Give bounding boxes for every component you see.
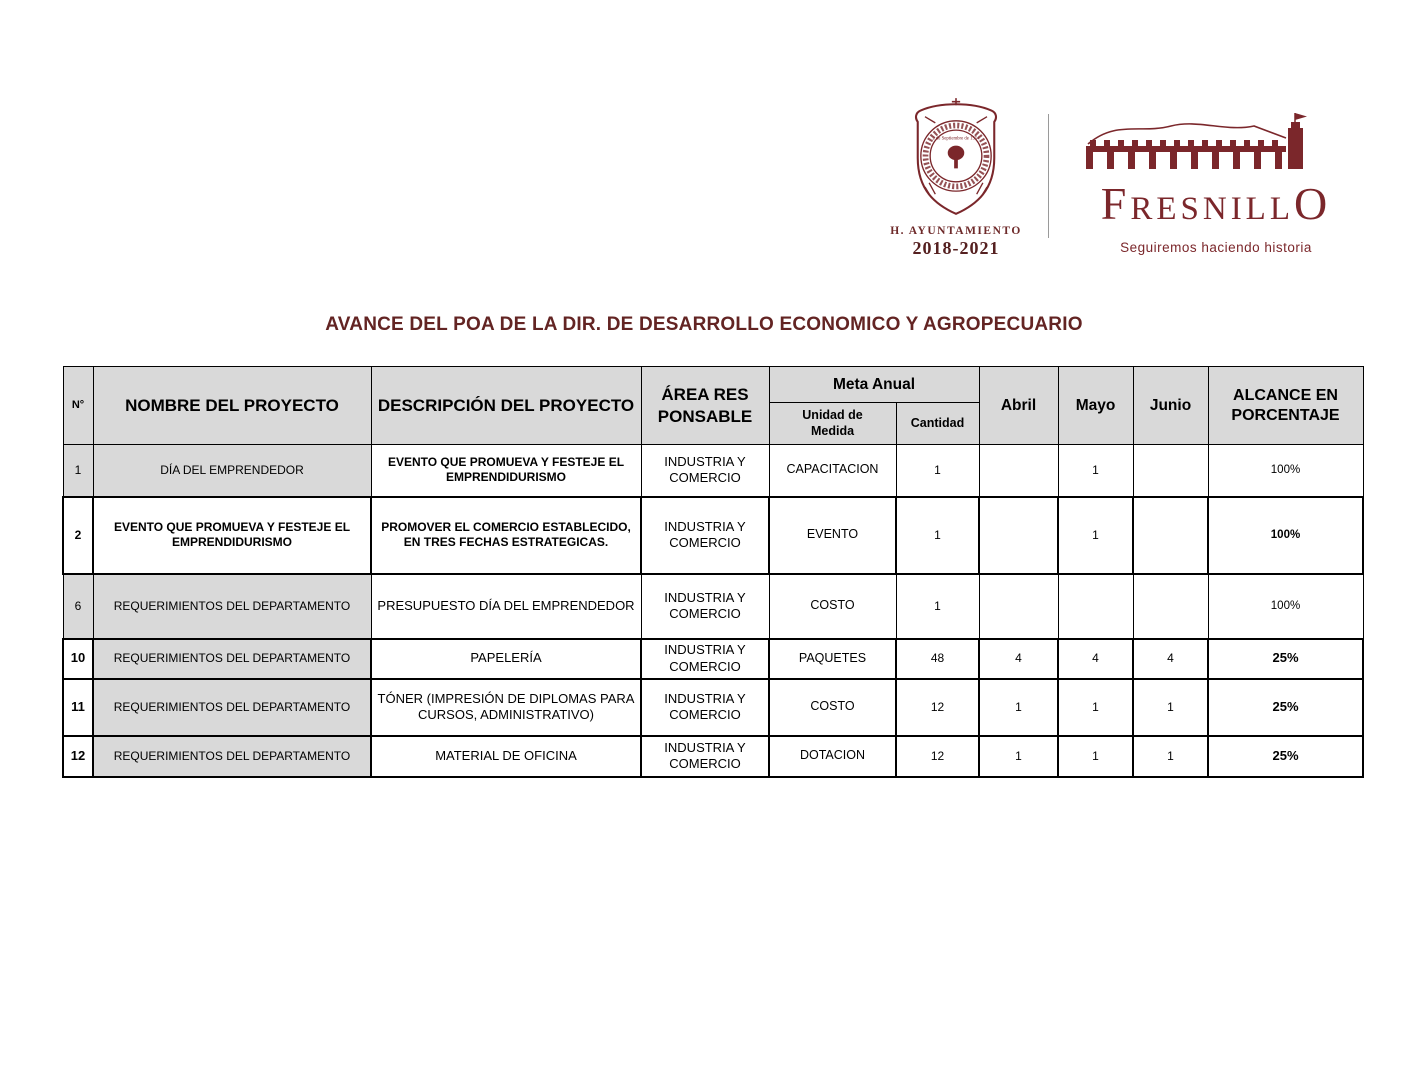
fresnillo-tagline: Seguiremos haciendo historia: [1120, 240, 1312, 255]
cell-abril: 1: [979, 736, 1058, 777]
table-row: [63, 639, 1363, 679]
cell-area: INDUSTRIA Y COMERCIO: [641, 497, 769, 574]
cell-area: INDUSTRIA Y COMERCIO: [641, 736, 769, 777]
cell-num: 2: [63, 497, 93, 574]
cell-cantidad: 1: [896, 497, 979, 574]
fresnillo-letters-mid: RESNILL: [1130, 191, 1295, 227]
cell-nombre: REQUERIMIENTOS DEL DEPARTAMENTO: [93, 574, 371, 639]
cell-num: 10: [63, 639, 93, 679]
cell-area: INDUSTRIA Y COMERCIO: [641, 679, 769, 736]
cell-cantidad: 1: [896, 445, 979, 497]
fresnillo-logo: [1082, 112, 1350, 255]
cell-descripcion: TÓNER (IMPRESIÓN DE DIPLOMAS PARA CURSOS, ADMINISTRATIVO): [371, 679, 641, 736]
aqueduct-icon: [1086, 112, 1346, 176]
col-header-descripcion: DESCRIPCIÓN DEL PROYECTO: [371, 367, 641, 445]
cell-alcance: 25%: [1208, 679, 1363, 736]
cell-abril: [979, 445, 1058, 497]
cell-alcance: 100%: [1208, 574, 1363, 639]
table-row: [63, 736, 1363, 777]
cell-junio: [1133, 574, 1208, 639]
cell-nombre: REQUERIMIENTOS DEL DEPARTAMENTO: [93, 736, 371, 777]
cell-descripcion: PRESUPUESTO DÍA DEL EMPRENDEDOR: [371, 574, 641, 639]
logo-divider: [1048, 114, 1049, 238]
fresnillo-letter-o: O: [1294, 178, 1332, 229]
ayuntamiento-crest-logo: [878, 96, 1034, 259]
poa-table: [62, 366, 1364, 778]
cell-abril: [979, 574, 1058, 639]
cell-alcance: 100%: [1208, 445, 1363, 497]
cell-mayo: 1: [1058, 497, 1133, 574]
cell-unidad: COSTO: [769, 679, 896, 736]
cell-junio: [1133, 497, 1208, 574]
cell-abril: [979, 497, 1058, 574]
cell-mayo: 4: [1058, 639, 1133, 679]
cell-unidad: CAPACITACION: [769, 445, 896, 497]
cell-unidad: PAQUETES: [769, 639, 896, 679]
cell-descripcion: PROMOVER EL COMERCIO ESTABLECIDO, EN TRES FECHAS ESTRATEGICAS.: [371, 497, 641, 574]
cell-junio: 4: [1133, 639, 1208, 679]
table-row: [63, 497, 1363, 574]
col-header-num: N°: [63, 367, 93, 445]
col-header-nombre: NOMBRE DEL PROYECTO: [93, 367, 371, 445]
cell-cantidad: 1: [896, 574, 979, 639]
cell-descripcion: PAPELERÍA: [371, 639, 641, 679]
fresnillo-letter-f: F: [1100, 178, 1131, 229]
cell-area: INDUSTRIA Y COMERCIO: [641, 639, 769, 679]
cell-abril: 1: [979, 679, 1058, 736]
fresnillo-wordmark: [1082, 178, 1350, 238]
ayuntamiento-label: H. AYUNTAMIENTO: [890, 225, 1022, 237]
cell-unidad: DOTACION: [769, 736, 896, 777]
col-header-meta-anual: Meta Anual: [769, 367, 979, 403]
col-header-unidad: Unidad de Medida: [769, 403, 896, 445]
table-row: [63, 679, 1363, 736]
cell-nombre: EVENTO QUE PROMUEVA Y FESTEJE EL EMPRENDIDURISMO: [93, 497, 371, 574]
cell-junio: 1: [1133, 736, 1208, 777]
col-header-area: ÁREA RESPONSABLE: [641, 367, 769, 445]
cell-area: INDUSTRIA Y COMERCIO: [641, 574, 769, 639]
cell-mayo: [1058, 574, 1133, 639]
cell-junio: 1: [1133, 679, 1208, 736]
col-header-abril: Abril: [979, 367, 1058, 445]
col-header-junio: Junio: [1133, 367, 1208, 445]
cell-alcance: 25%: [1208, 736, 1363, 777]
table-row: [63, 574, 1363, 639]
cell-num: 11: [63, 679, 93, 736]
cell-alcance: 100%: [1208, 497, 1363, 574]
cell-mayo: 1: [1058, 445, 1133, 497]
col-header-mayo: Mayo: [1058, 367, 1133, 445]
cell-cantidad: 48: [896, 639, 979, 679]
cell-abril: 4: [979, 639, 1058, 679]
cell-unidad: EVENTO: [769, 497, 896, 574]
cell-num: 6: [63, 574, 93, 639]
table-row: [63, 445, 1363, 497]
cell-unidad: COSTO: [769, 574, 896, 639]
col-header-alcance: ALCANCE EN PORCENTAJE: [1208, 367, 1363, 445]
cell-num: 1: [63, 445, 93, 497]
page-title: AVANCE DEL POA DE LA DIR. DE DESARROLLO ECONOMICO Y AGROPECUARIO: [325, 314, 1083, 335]
cell-mayo: 1: [1058, 736, 1133, 777]
col-header-cantidad: Cantidad: [896, 403, 979, 445]
cell-descripcion: EVENTO QUE PROMUEVA Y FESTEJE EL EMPRENDIDURISMO: [371, 445, 641, 497]
cell-nombre: REQUERIMIENTOS DEL DEPARTAMENTO: [93, 679, 371, 736]
cell-nombre: DÍA DEL EMPRENDEDOR: [93, 445, 371, 497]
cell-nombre: REQUERIMIENTOS DEL DEPARTAMENTO: [93, 639, 371, 679]
crest-founding-text: 2 de Septiembre de 1554: [932, 136, 980, 142]
cell-cantidad: 12: [896, 736, 979, 777]
cell-area: INDUSTRIA Y COMERCIO: [641, 445, 769, 497]
cell-alcance: 25%: [1208, 639, 1363, 679]
cell-descripcion: MATERIAL DE OFICINA: [371, 736, 641, 777]
ayuntamiento-years: 2018-2021: [912, 238, 1000, 258]
crest-shield-icon: [904, 96, 1008, 218]
cell-mayo: 1: [1058, 679, 1133, 736]
cell-num: 12: [63, 736, 93, 777]
cell-cantidad: 12: [896, 679, 979, 736]
cell-junio: [1133, 445, 1208, 497]
